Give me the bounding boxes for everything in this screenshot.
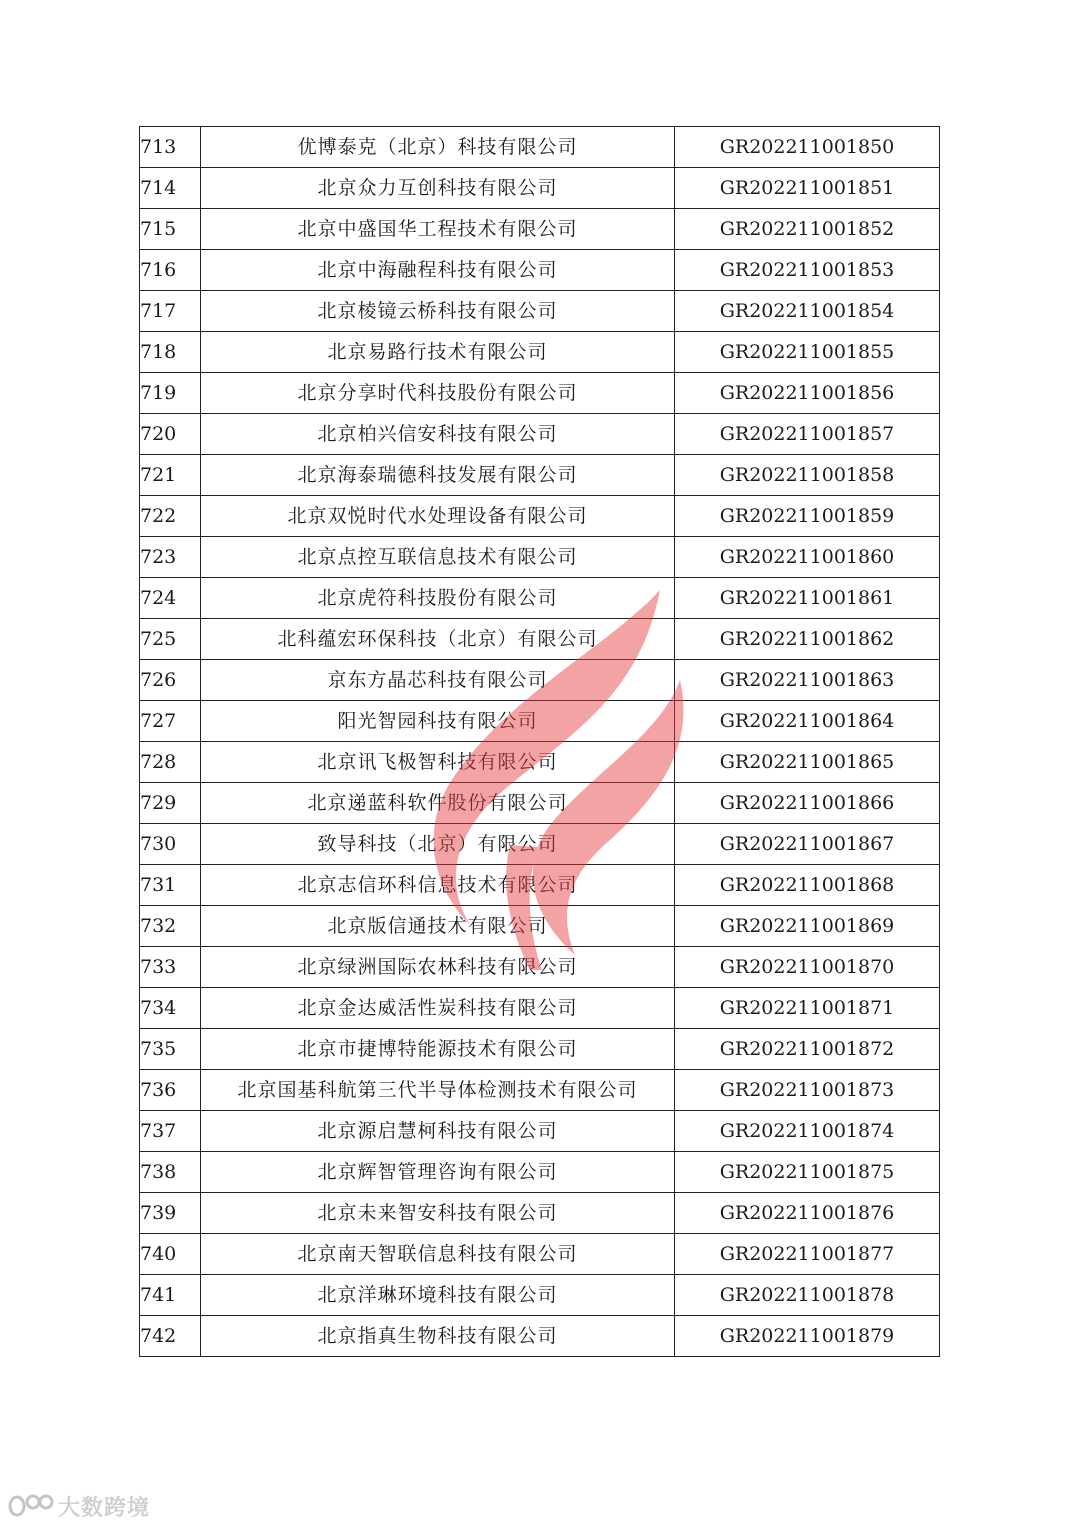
table-row	[140, 742, 940, 783]
certificate-number: GR202211001867	[675, 824, 940, 865]
certificate-number: GR202211001876	[675, 1193, 940, 1234]
row-number: 715	[140, 209, 201, 250]
link-chain-icon	[8, 1492, 54, 1520]
certificate-number: GR202211001866	[675, 783, 940, 824]
company-name: 北京源启慧柯科技有限公司	[201, 1111, 675, 1152]
footer-brand-text: 大数跨境	[58, 1495, 151, 1521]
certificate-number: GR202211001872	[675, 1029, 940, 1070]
certificate-number: GR202211001871	[675, 988, 940, 1029]
certificate-number: GR202211001860	[675, 537, 940, 578]
company-name: 京东方晶芯科技有限公司	[201, 660, 675, 701]
row-number: 732	[140, 906, 201, 947]
company-name: 北京递蓝科软件股份有限公司	[201, 783, 675, 824]
certificate-number: GR202211001855	[675, 332, 940, 373]
company-name: 北京志信环科信息技术有限公司	[201, 865, 675, 906]
company-name: 北京辉智管理咨询有限公司	[201, 1152, 675, 1193]
company-name: 阳光智园科技有限公司	[201, 701, 675, 742]
table-row	[140, 1029, 940, 1070]
table-row	[140, 373, 940, 414]
company-name: 北京海泰瑞德科技发展有限公司	[201, 455, 675, 496]
table-row	[140, 291, 940, 332]
table-row	[140, 127, 940, 168]
certificate-number: GR202211001863	[675, 660, 940, 701]
table-row	[140, 988, 940, 1029]
table-row	[140, 414, 940, 455]
table-row	[140, 209, 940, 250]
row-number: 729	[140, 783, 201, 824]
certificate-number: GR202211001856	[675, 373, 940, 414]
company-list-table	[139, 126, 940, 1357]
row-number: 733	[140, 947, 201, 988]
certificate-number: GR202211001870	[675, 947, 940, 988]
certificate-number: GR202211001861	[675, 578, 940, 619]
company-name: 北京国基科航第三代半导体检测技术有限公司	[201, 1070, 675, 1111]
company-name: 北京柏兴信安科技有限公司	[201, 414, 675, 455]
table-row	[140, 1316, 940, 1357]
table-row	[140, 1193, 940, 1234]
row-number: 717	[140, 291, 201, 332]
company-name: 北京点控互联信息技术有限公司	[201, 537, 675, 578]
certificate-number: GR202211001878	[675, 1275, 940, 1316]
table-row	[140, 332, 940, 373]
row-number: 714	[140, 168, 201, 209]
certificate-number: GR202211001864	[675, 701, 940, 742]
certificate-number: GR202211001874	[675, 1111, 940, 1152]
company-name: 北京洋琳环境科技有限公司	[201, 1275, 675, 1316]
table-row	[140, 1234, 940, 1275]
company-name: 北京双悦时代水处理设备有限公司	[201, 496, 675, 537]
row-number: 725	[140, 619, 201, 660]
company-name: 北京中海融程科技有限公司	[201, 250, 675, 291]
certificate-number: GR202211001865	[675, 742, 940, 783]
row-number: 730	[140, 824, 201, 865]
certificate-number: GR202211001852	[675, 209, 940, 250]
row-number: 721	[140, 455, 201, 496]
company-name: 北京绿洲国际农林科技有限公司	[201, 947, 675, 988]
table-row	[140, 1070, 940, 1111]
row-number: 722	[140, 496, 201, 537]
certificate-number: GR202211001862	[675, 619, 940, 660]
table-row	[140, 1275, 940, 1316]
company-name: 北京棱镜云桥科技有限公司	[201, 291, 675, 332]
company-name: 北京南天智联信息科技有限公司	[201, 1234, 675, 1275]
row-number: 731	[140, 865, 201, 906]
table-row	[140, 865, 940, 906]
company-name: 北京未来智安科技有限公司	[201, 1193, 675, 1234]
footer-brand	[8, 1488, 150, 1524]
company-name: 北京指真生物科技有限公司	[201, 1316, 675, 1357]
company-name: 优博泰克（北京）科技有限公司	[201, 127, 675, 168]
table-row	[140, 250, 940, 291]
certificate-number: GR202211001857	[675, 414, 940, 455]
company-name: 北京分享时代科技股份有限公司	[201, 373, 675, 414]
row-number: 736	[140, 1070, 201, 1111]
certificate-number: GR202211001850	[675, 127, 940, 168]
company-name: 致导科技（北京）有限公司	[201, 824, 675, 865]
table-row	[140, 496, 940, 537]
certificate-number: GR202211001875	[675, 1152, 940, 1193]
row-number: 741	[140, 1275, 201, 1316]
certificate-number: GR202211001854	[675, 291, 940, 332]
table-row	[140, 168, 940, 209]
company-name: 北京讯飞极智科技有限公司	[201, 742, 675, 783]
company-name: 北京金达威活性炭科技有限公司	[201, 988, 675, 1029]
company-name: 北京版信通技术有限公司	[201, 906, 675, 947]
row-number: 739	[140, 1193, 201, 1234]
table-row	[140, 660, 940, 701]
table-row	[140, 1152, 940, 1193]
table-row	[140, 1111, 940, 1152]
row-number: 719	[140, 373, 201, 414]
table-row	[140, 578, 940, 619]
table-row	[140, 455, 940, 496]
row-number: 723	[140, 537, 201, 578]
certificate-number: GR202211001853	[675, 250, 940, 291]
row-number: 740	[140, 1234, 201, 1275]
certificate-number: GR202211001877	[675, 1234, 940, 1275]
certificate-number: GR202211001879	[675, 1316, 940, 1357]
row-number: 742	[140, 1316, 201, 1357]
row-number: 726	[140, 660, 201, 701]
row-number: 713	[140, 127, 201, 168]
table-row	[140, 947, 940, 988]
certificate-number: GR202211001858	[675, 455, 940, 496]
row-number: 716	[140, 250, 201, 291]
row-number: 720	[140, 414, 201, 455]
table-row	[140, 619, 940, 660]
certificate-number: GR202211001868	[675, 865, 940, 906]
certificate-number: GR202211001859	[675, 496, 940, 537]
company-name: 北京众力互创科技有限公司	[201, 168, 675, 209]
certificate-number: GR202211001851	[675, 168, 940, 209]
company-name: 北京易路行技术有限公司	[201, 332, 675, 373]
table-row	[140, 906, 940, 947]
table-body	[140, 127, 940, 1357]
row-number: 737	[140, 1111, 201, 1152]
row-number: 734	[140, 988, 201, 1029]
table-row	[140, 537, 940, 578]
certificate-number: GR202211001869	[675, 906, 940, 947]
row-number: 738	[140, 1152, 201, 1193]
row-number: 735	[140, 1029, 201, 1070]
row-number: 724	[140, 578, 201, 619]
company-name: 北京市捷博特能源技术有限公司	[201, 1029, 675, 1070]
row-number: 727	[140, 701, 201, 742]
row-number: 728	[140, 742, 201, 783]
company-name: 北科蕴宏环保科技（北京）有限公司	[201, 619, 675, 660]
table-row	[140, 783, 940, 824]
company-name: 北京中盛国华工程技术有限公司	[201, 209, 675, 250]
table-row	[140, 701, 940, 742]
row-number: 718	[140, 332, 201, 373]
table-row	[140, 824, 940, 865]
certificate-number: GR202211001873	[675, 1070, 940, 1111]
company-name: 北京虎符科技股份有限公司	[201, 578, 675, 619]
